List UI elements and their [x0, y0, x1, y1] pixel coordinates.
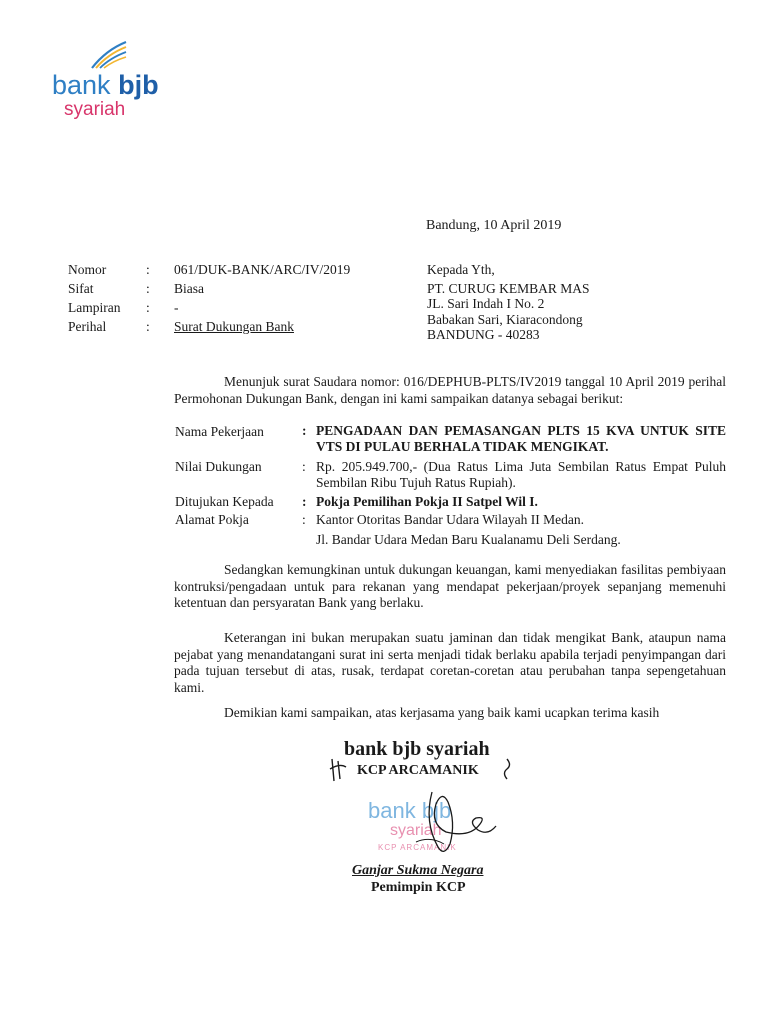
detail-colon: : [302, 494, 307, 509]
detail-alamat-line2: Jl. Bandar Udara Medan Baru Kualanamu Deli Serdang. [316, 532, 621, 547]
detail-value-nama [302, 423, 726, 455]
recipient-city: BANDUNG - 40283 [427, 327, 540, 342]
logo-wordmark [52, 70, 159, 101]
meta-label: Lampiran [68, 300, 121, 315]
closing-paragraph: Demikian kami sampaikan, atas kerjasama yang baik kami ucapkan terima kasih [224, 705, 660, 720]
signer-name: Ganjar Sukma Negara [352, 863, 484, 878]
paragraph-2: Keterangan ini bukan merupakan suatu jaminan dan tidak mengikat Bank, ataupun nama pejabat yang menandatangani surat ini serta menjadi tidak berlaku apabila terjadi penyimpangan dari pada tujuan tersebut di atas, rusak, terdapat coretan-coretan atau perubahan tanpa sepengetahuan kami. [174, 630, 726, 695]
detail-colon: : [302, 423, 307, 438]
detail-colon: : [302, 459, 306, 474]
detail-ditujukan-text: Pokja Pemilihan Pokja II Satpel Wil I. [316, 494, 538, 509]
meta-nomor [68, 262, 350, 278]
recipient-company: PT. CURUG KEMBAR MAS [427, 281, 590, 296]
meta-label: Nomor [68, 262, 107, 277]
letter-date: Bandung, 10 April 2019 [426, 218, 562, 233]
meta-lampiran [68, 300, 179, 316]
recipient-greeting: Kepada Yth, [427, 262, 495, 277]
detail-label-nilai: Nilai Dukungan [175, 459, 262, 474]
logo-bank-text: bank [52, 70, 111, 100]
detail-label-nama: Nama Pekerjaan [175, 424, 264, 439]
logo-bjb-text: bjb [118, 70, 159, 100]
meta-value: 061/DUK-BANK/ARC/IV/2019 [174, 262, 351, 277]
meta-label: Perihal [68, 319, 107, 334]
meta-colon: : [146, 281, 150, 296]
detail-value-alamat-2 [302, 532, 726, 548]
meta-value: - [174, 300, 179, 315]
detail-value-nilai [302, 459, 726, 491]
meta-colon: : [146, 262, 150, 277]
detail-nama-text: PENGADAAN DAN PEMASANGAN PLTS 15 KVA UNTUK SITE VTS DI PULAU BERHALA TIDAK MENGIKAT. [316, 423, 726, 454]
stamp-syariah-text: syariah [390, 822, 442, 839]
detail-nilai-text: Rp. 205.949.700,- (Dua Ratus Lima Juta Sembilan Ratus Empat Puluh Sembilan Ribu Tujuh Ratus Rupiah). [316, 459, 726, 490]
logo-stripes-icon [88, 40, 128, 70]
meta-label: Sifat [68, 281, 94, 296]
stamp-bank-text: bank bjb [368, 798, 452, 823]
detail-label-ditujukan: Ditujukan Kepada [175, 494, 274, 509]
meta-colon: : [146, 300, 150, 315]
recipient-address2: Babakan Sari, Kiaracondong [427, 312, 583, 327]
handwritten-signature-icon [320, 752, 520, 862]
recipient-address1: JL. Sari Indah I No. 2 [427, 296, 545, 311]
detail-colon: : [302, 512, 306, 527]
detail-value-alamat [302, 512, 726, 528]
paragraph-1: Sedangkan kemungkinan untuk dukungan keuangan, kami menyediakan fasilitas pembiyaan kontruksi/pengadaan untuk para rekanan yang mendapat pekerjaan/proyek sepanjang memenuhi ketentuan dan persyaratan Bank yang berlaku. [174, 562, 726, 610]
signature-bank-name: bank bjb syariah [344, 738, 490, 760]
detail-alamat-line1: Kantor Otoritas Bandar Udara Wilayah II Medan. [316, 512, 584, 527]
meta-value: Surat Dukungan Bank [174, 319, 294, 334]
logo-syariah-text: syariah [64, 99, 126, 120]
signature-branch: KCP ARCAMANIK [357, 763, 479, 778]
stamp-kcp-text: KCP ARCAMANIK [378, 843, 457, 852]
signer-role: Pemimpin KCP [371, 880, 466, 895]
detail-label-alamat: Alamat Pokja [175, 512, 249, 527]
meta-perihal [68, 319, 294, 335]
intro-paragraph: Menunjuk surat Saudara nomor: 016/DEPHUB-PLTS/IV2019 tanggal 10 April 2019 perihal Permohonan Dukungan Bank, dengan ini kami sampaikan datanya sebagai berikut: [174, 374, 726, 406]
meta-colon: : [146, 319, 150, 334]
detail-value-ditujukan [302, 494, 726, 510]
meta-value: Biasa [174, 281, 204, 296]
meta-sifat [68, 281, 204, 297]
